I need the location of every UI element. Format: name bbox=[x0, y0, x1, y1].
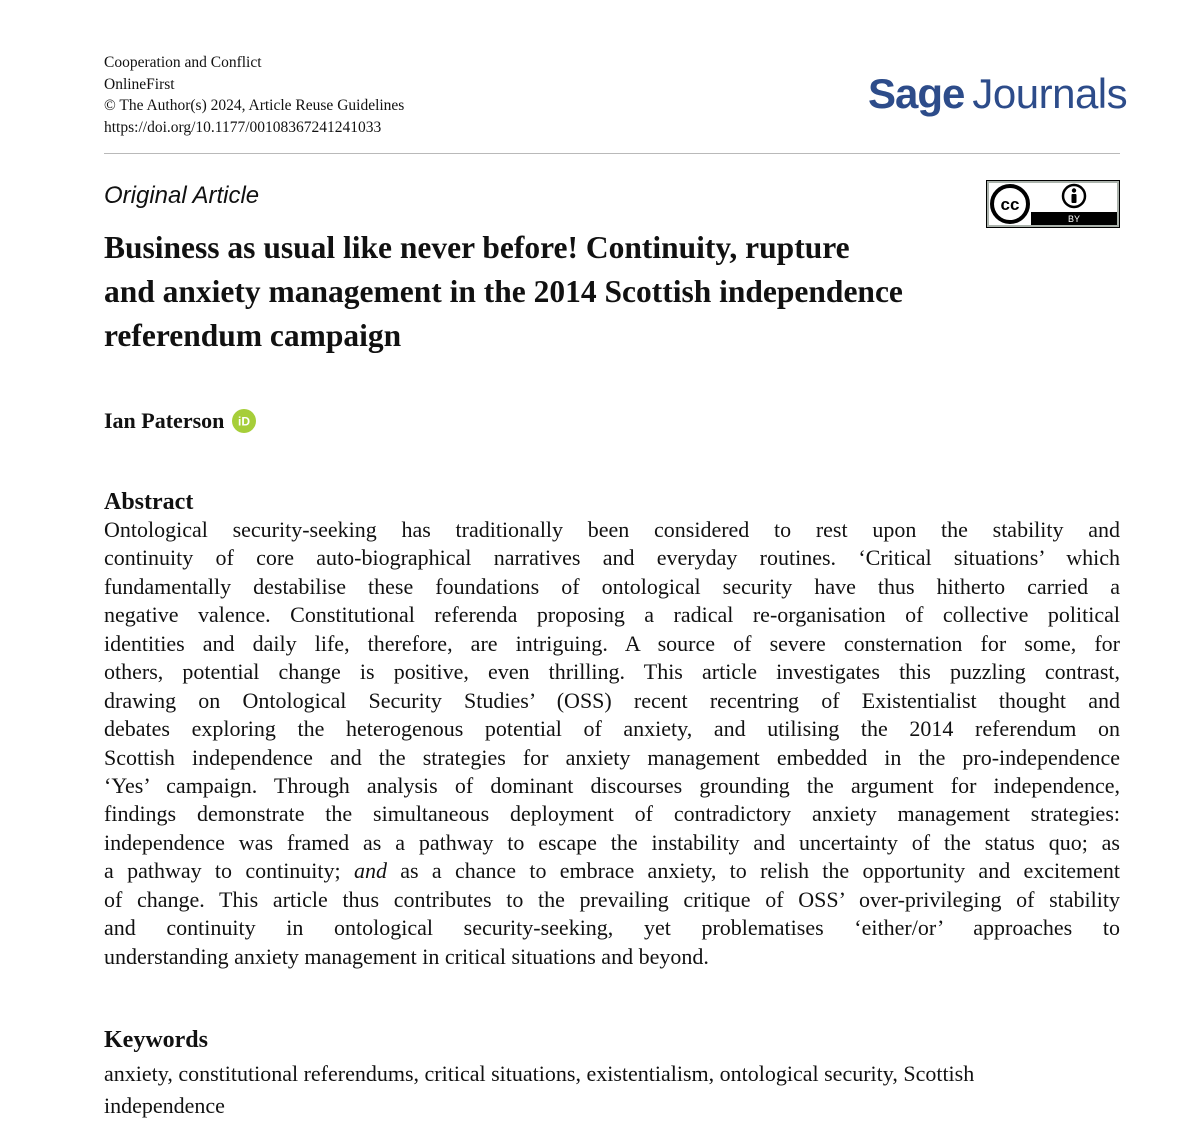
journal-name: Cooperation and Conflict bbox=[104, 54, 262, 71]
by-label: BY bbox=[1067, 214, 1081, 224]
abstract-heading: Abstract bbox=[104, 489, 194, 515]
title-line-3: referendum campaign bbox=[104, 318, 402, 353]
abstract-emphasis: and bbox=[353, 858, 387, 884]
brand-sage: Sage bbox=[868, 70, 965, 117]
abstract-line: continuity of core auto-biographical narratives and everyday routines. ‘Critical situations’ which bbox=[104, 545, 1120, 571]
header-divider bbox=[104, 153, 1120, 154]
abstract-line: of change. This article thus contributes to the prevailing critique of OSS’ over-privileging of stability bbox=[104, 886, 1120, 912]
abstract-body bbox=[104, 516, 1120, 971]
abstract-line-segment: a pathway to continuity; bbox=[104, 858, 354, 884]
title-line-1: Business as usual like never before! Continuity, rupture bbox=[104, 230, 850, 265]
abstract-line: understanding anxiety management in critical situations and beyond. bbox=[104, 943, 709, 969]
keywords-line-2: independence bbox=[104, 1093, 225, 1118]
abstract-line: Scottish independence and the strategies for anxiety management embedded in the pro-independence bbox=[104, 744, 1120, 770]
keywords-heading: Keywords bbox=[104, 1027, 208, 1053]
abstract-line: ‘Yes’ campaign. Through analysis of dominant discourses grounding the argument for independence, bbox=[104, 772, 1120, 798]
sage-journals-logo[interactable] bbox=[868, 70, 1127, 118]
article-type: Original Article bbox=[104, 182, 260, 209]
article-title bbox=[104, 226, 1084, 358]
keywords-line-1: anxiety, constitutional referendums, critical situations, existentialism, ontological security, Scottish bbox=[104, 1061, 975, 1086]
orcid-icon-text: iD bbox=[238, 414, 251, 429]
abstract-line: independence was framed as a pathway to escape the instability and uncertainty of the status quo; as bbox=[104, 829, 1120, 855]
keywords-list bbox=[104, 1058, 1120, 1122]
journal-meta bbox=[104, 52, 404, 138]
cc-by-license-badge[interactable] bbox=[986, 180, 1120, 228]
brand-journals: Journals bbox=[972, 70, 1128, 117]
title-line-2: and anxiety management in the 2014 Scottish independence bbox=[104, 274, 903, 309]
author-row bbox=[104, 408, 256, 434]
abstract-line: debates exploring the heterogenous potential of anxiety, and utilising the 2014 referendum on bbox=[104, 716, 1120, 742]
abstract-line: findings demonstrate the simultaneous deployment of contradictory anxiety management strategies: bbox=[104, 801, 1120, 827]
abstract-line-with-emphasis bbox=[104, 857, 1120, 885]
orcid-icon[interactable] bbox=[232, 409, 256, 433]
publication-status: OnlineFirst bbox=[104, 75, 175, 93]
abstract-line: drawing on Ontological Security Studies’ (OSS) recent recentring of Existentialist thought and bbox=[104, 687, 1120, 713]
abstract-line-segment: as a chance to embrace anxiety, to relish the opportunity and excitement bbox=[400, 858, 1121, 884]
abstract-line: fundamentally destabilise these foundations of ontological security have thus hitherto carried a bbox=[104, 573, 1120, 599]
abstract-line: negative valence. Constitutional referenda proposing a radical re-organisation of collective political bbox=[104, 602, 1120, 628]
copyright-line[interactable]: © The Author(s) 2024, Article Reuse Guidelines bbox=[104, 97, 405, 114]
abstract-line: identities and daily life, therefore, are intriguing. A source of severe consternation for some, for bbox=[104, 630, 1120, 656]
abstract-line: and continuity in ontological security-seeking, yet problematises ‘either/or’ approaches to bbox=[104, 915, 1120, 941]
doi-link[interactable]: https://doi.org/10.1177/00108367241241033 bbox=[104, 118, 382, 136]
cc-icon-text: cc bbox=[1000, 195, 1020, 214]
author-name[interactable]: Ian Paterson bbox=[104, 408, 225, 433]
abstract-line: others, potential change is positive, even thrilling. This article investigates this puzzling contrast, bbox=[104, 659, 1120, 685]
abstract-line: Ontological security-seeking has traditionally been considered to rest upon the stability and bbox=[104, 517, 1120, 542]
